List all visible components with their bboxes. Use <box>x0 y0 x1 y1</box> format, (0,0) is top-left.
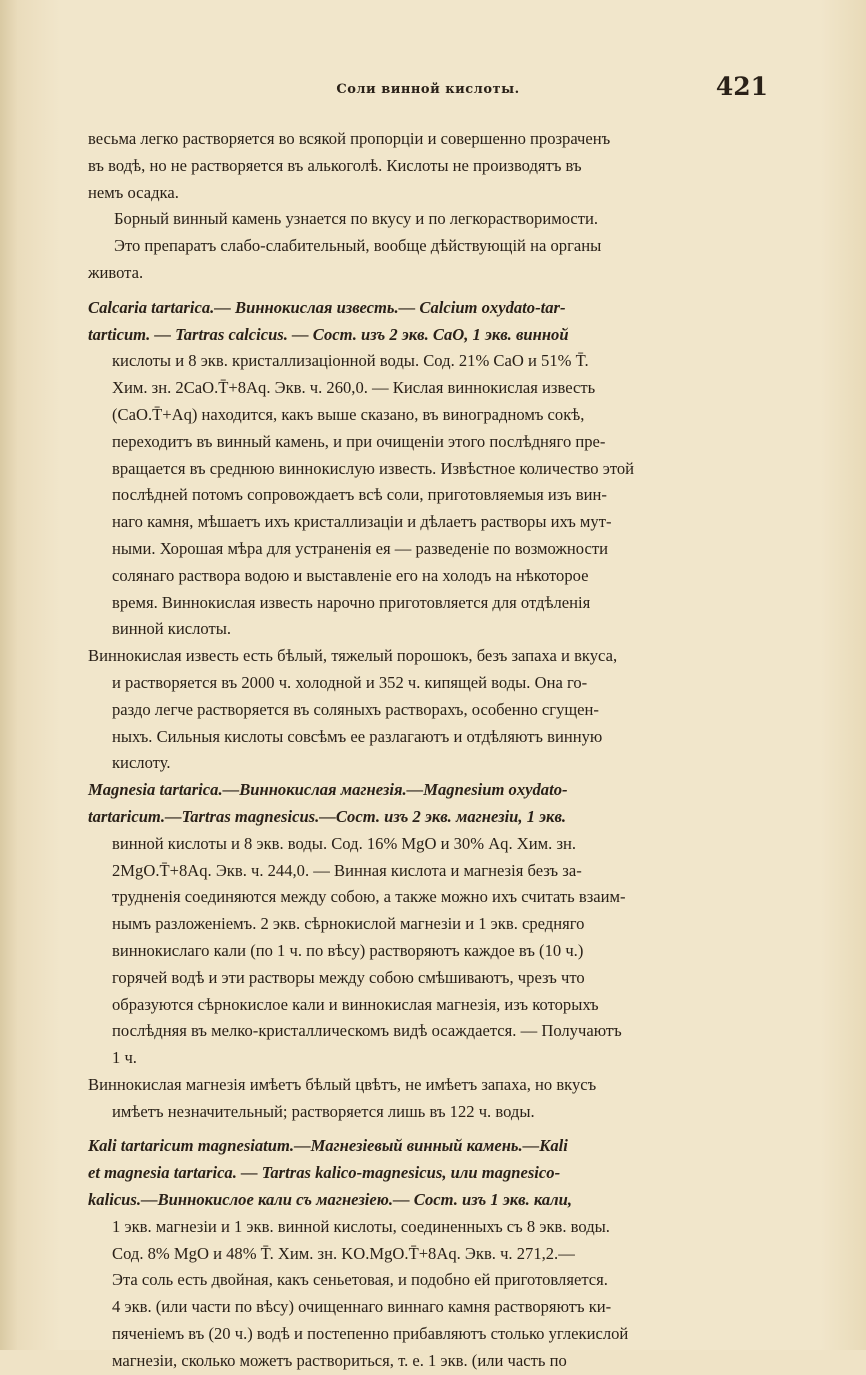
text-line: tarticum. — Tartras calcicus. — Сост. изъ 2 экв. CaO, 1 экв. винной <box>88 324 569 344</box>
paragraph <box>88 777 768 1072</box>
text-line: кислоту. <box>112 753 171 773</box>
page-number: 421 <box>715 72 768 101</box>
page-header <box>88 72 768 108</box>
text-line: магнезіи, сколько можетъ раствориться, т. е. 1 экв. (или часть по <box>112 1350 567 1370</box>
text-line: въ водѣ, но не растворяется въ алькоголѣ. Кислоты не производятъ въ <box>88 155 582 175</box>
text-line: нымъ разложеніемъ. 2 экв. сѣрнокислой магнезіи и 1 экв. средняго <box>112 914 585 934</box>
text-line: винной кислоты и 8 экв. воды. Сод. 16% MgO и 30% Aq. Хим. зн. <box>112 833 577 853</box>
text-line: ными. Хорошая мѣра для устраненія ея — разведеніе по возможности <box>112 538 608 558</box>
text-line: живота. <box>88 262 144 282</box>
paragraph <box>88 1072 768 1126</box>
running-head: Соли винной кислоты. <box>336 82 520 97</box>
text-line: пяченіемъ въ (20 ч.) водѣ и постепенно прибавляютъ столько углекислой <box>112 1324 629 1344</box>
paragraph <box>88 295 768 643</box>
text-line: виннокислаго кали (по 1 ч. по вѣсу) растворяютъ каждое въ (10 ч.) <box>112 940 584 960</box>
text-line: время. Виннокислая известь нарочно приготовляется для отдѣленія <box>112 592 591 612</box>
text-line: 1 ч. <box>112 1048 137 1068</box>
text-line: послѣдней потомъ сопровождаетъ всѣ соли, приготовляемыя изъ вин- <box>112 485 607 505</box>
text-line: Magnesia tartarica.—Виннокислая магнезія.—Magnesium oxydato- <box>88 780 568 800</box>
text-line: весьма легко растворяется во всякой пропорціи и совершенно прозраченъ <box>88 129 611 148</box>
text-line: раздо легче растворяется въ соляныхъ растворахъ, особенно сгущен- <box>112 699 599 719</box>
paragraph <box>88 206 768 233</box>
paragraph <box>88 233 768 287</box>
text-line: имѣетъ незначительный; растворяется лишь въ 122 ч. воды. <box>112 1101 535 1121</box>
text-line: образуются сѣрнокислое кали и виннокислая магнезія, изъ которыхъ <box>112 994 599 1014</box>
text-line: наго камня, мѣшаетъ ихъ кристаллизаціи и дѣлаетъ растворы ихъ мут- <box>112 512 612 532</box>
text-line: kalicus.—Виннокислое кали съ магнезіею.— Сост. изъ 1 экв. кали, <box>88 1190 573 1210</box>
text-line: Виннокислая известь есть бѣлый, тяжелый порошокъ, безъ запаха и вкуса, <box>88 646 618 666</box>
text-line: послѣдняя въ мелко-кристаллическомъ видѣ осаждается. — Получаютъ <box>112 1021 622 1041</box>
text-line: 1 экв. магнезіи и 1 экв. винной кислоты, соединенныхъ съ 8 экв. воды. <box>112 1216 610 1236</box>
text-line: Сод. 8% MgO и 48% T̄. Хим. зн. KO.MgO.T̄+8Aq. Экв. ч. 271,2.— <box>112 1243 575 1263</box>
text-line: немъ осадка. <box>88 182 179 202</box>
text-line: Виннокислая магнезія имѣетъ бѣлый цвѣтъ, не имѣетъ запаха, но вкусъ <box>88 1074 597 1094</box>
text-line: tartaricum.—Tartras magnesicus.—Сост. изъ 2 экв. магнезіи, 1 экв. <box>88 806 567 826</box>
text-line: Хим. зн. 2CaO.T̄+8Aq. Экв. ч. 260,0. — Кислая виннокислая известь <box>112 378 596 398</box>
text-line: Kali tartaricum magnesiatum.—Магнезіевый винный камень.—Kali <box>88 1136 568 1156</box>
text-line: 2MgO.T̄+8Aq. Экв. ч. 244,0. — Винная кислота и магнезія безъ за- <box>112 860 582 880</box>
text-line: 4 экв. (или части по вѣсу) очищеннаго виннаго камня растворяютъ ки- <box>112 1297 612 1317</box>
text-line: и растворяется въ 2000 ч. холодной и 352 ч. кипящей воды. Она го- <box>112 672 588 692</box>
text-line: Это препаратъ слабо-слабительный, вообще дѣйствующій на органы <box>114 236 602 256</box>
text-line: горячей водѣ и эти растворы между собою смѣшиваютъ, чрезъ что <box>112 967 585 987</box>
text-line: солянаго раствора водою и выставленіе его на холодъ на нѣкоторое <box>112 565 589 585</box>
text-line: трудненія соединяются между собою, а также можно ихъ считать взаим- <box>112 887 626 907</box>
text-line: Борный винный камень узнается по вкусу и по легкорастворимости. <box>114 209 599 229</box>
paragraph <box>88 643 768 777</box>
text-line: винной кислоты. <box>112 619 232 639</box>
text-line: вращается въ среднюю виннокислую известь. Извѣстное количество этой <box>112 458 635 478</box>
text-line: Эта соль есть двойная, какъ сеньетовая, и подобно ей приготовляется. <box>112 1270 608 1290</box>
text-line: переходитъ въ винный камень, и при очищеніи этого послѣдняго пре- <box>112 431 606 451</box>
text-line: ныхъ. Сильныя кислоты совсѣмъ ее разлагаютъ и отдѣляютъ винную <box>112 726 603 746</box>
paragraph <box>88 1133 768 1374</box>
text-line: (CaO.T̄+Aq) находится, какъ выше сказано, въ виноградномъ сокѣ, <box>112 404 585 424</box>
text-line: et magnesia tartarica. — Tartras kalico-magnesicus, или magnesico- <box>88 1163 561 1183</box>
body-text <box>88 126 768 1375</box>
text-line: кислоты и 8 экв. кристаллизаціонной воды. Сод. 21% CaO и 51% T̄. <box>112 351 589 371</box>
text-line: Calcaria tartarica.— Виннокислая известь.— Calcium oxydato-tar- <box>88 297 566 317</box>
paragraph <box>88 126 768 206</box>
